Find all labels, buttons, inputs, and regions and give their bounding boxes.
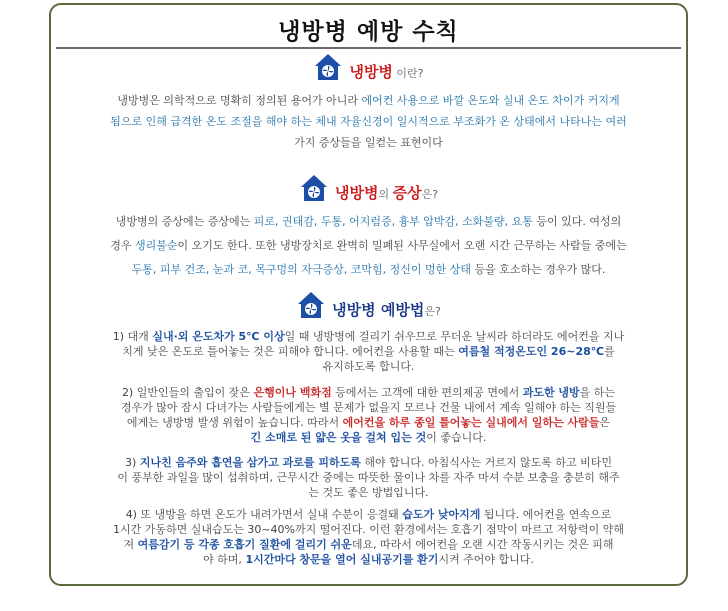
item2-b: 은행이나 백화점 bbox=[253, 386, 332, 399]
item1-c: 일 때 냉방병에 걸리기 쉬우므로 무더운 날씨라 하더라도 에어컨을 지나 bbox=[284, 330, 625, 343]
item2-k: 이 좋습니다. bbox=[426, 431, 487, 444]
house-fan-icon bbox=[313, 52, 343, 82]
sym-line2-c: 이 오기도 한다. 또한 냉방장치로 완벽히 밀폐된 사무실에서 오랜 시간 근무하는 사람들 중에는 bbox=[177, 239, 627, 252]
what-line2: 됨으로 인해 급격한 온도 조절을 해야 하는 체내 자율신경이 일시적으로 부조화가 온 상태에서 나타나는 여러 bbox=[110, 115, 627, 128]
what-line1-b: 에어컨 사용으로 바깥 온도와 실내 온도 차이가 커지게 bbox=[361, 94, 620, 107]
section-symptoms-mid: 의 bbox=[378, 188, 393, 201]
sym-line1-b: 피로, 권태감, 두통, 어지럼증, 흉부 압박감, 소화불량, 요통 bbox=[253, 215, 533, 228]
item2-a: 2) 일반인들의 출입이 잦은 bbox=[121, 386, 254, 399]
prevention-item-4 bbox=[61, 507, 676, 567]
item4-f: 여름감기 등 각종 호흡기 질환에 걸리기 쉬운 bbox=[137, 538, 352, 551]
page-title: 냉방병 예방 수칙 bbox=[278, 19, 459, 45]
item2-f: 경우가 많아 잠시 다녀가는 사람들에게는 별 문제가 없을지 모르나 건물 내에서 계속 일해야 하는 직원들 bbox=[120, 401, 617, 414]
sym-line3-a: 두통, 피부 건조, 눈과 코, 목구멍의 자극증상, 코막힘, 정신이 멍한 상태 bbox=[131, 263, 471, 276]
section-what-title: 냉방병 bbox=[349, 63, 393, 81]
item1-a: 1) 대개 bbox=[112, 330, 153, 343]
item4-g: 데요, 따라서 에어컨을 오랜 시간 작동시키는 것은 피해 bbox=[351, 538, 614, 551]
section-prevention-suffix: 은? bbox=[424, 305, 441, 318]
section-prevention-title: 냉방병 bbox=[332, 301, 381, 319]
item4-c: 됩니다. 에어컨을 연속으로 bbox=[480, 508, 612, 521]
section-what-suffix: 이란? bbox=[392, 67, 424, 80]
section-symptoms-keyword: 증상 bbox=[392, 184, 422, 202]
item4-b: 습도가 낮아지게 bbox=[402, 508, 481, 521]
item3-c: 해야 합니다. 아침식사는 거르지 않도록 하고 비타민 bbox=[360, 456, 612, 469]
item3-a: 3) bbox=[125, 456, 140, 469]
content-frame bbox=[49, 3, 688, 586]
section-symptoms-heading bbox=[51, 173, 686, 203]
item2-d: 과도한 냉방 bbox=[522, 386, 580, 399]
item2-e: 을 하는 bbox=[579, 386, 616, 399]
item3-b: 지나친 음주와 흡연을 삼가고 과로를 피하도록 bbox=[139, 456, 361, 469]
item2-i: 은 bbox=[599, 416, 611, 429]
section-symptoms-suffix: 은? bbox=[421, 188, 439, 201]
section-symptoms-text bbox=[61, 210, 676, 282]
item1-b: 실내·외 온도차가 5℃ 이상 bbox=[152, 330, 285, 343]
sym-line3-b: 등을 호소하는 경우가 많다. bbox=[470, 263, 606, 276]
sym-line2-b: 생리불순 bbox=[134, 239, 178, 252]
item2-c: 등에서는 고객에 대한 편의제공 면에서 bbox=[331, 386, 523, 399]
item2-h: 에어컨을 하루 종일 틀어놓는 실내에서 일하는 사람들 bbox=[342, 416, 600, 429]
item4-e: 져 bbox=[123, 538, 138, 551]
item1-d: 치게 낮은 온도로 틀어놓는 것은 피해야 합니다. 에어컨을 사용할 때는 bbox=[122, 345, 459, 358]
item4-i: 1시간마다 창문을 열어 실내공기를 환기 bbox=[245, 553, 439, 566]
what-line1-a: 냉방병은 의학적으로 명확히 정의된 용어가 아니라 bbox=[117, 94, 362, 107]
section-what-text bbox=[61, 90, 676, 153]
sym-line1-c: 등이 있다. 여성의 bbox=[532, 215, 622, 228]
item1-f: 를 bbox=[604, 345, 615, 358]
sym-line1-a: 냉방병의 증상에는 증상에는 bbox=[115, 215, 254, 228]
sym-line2-a: 경우 bbox=[110, 239, 135, 252]
item4-a: 4) 또 냉방을 하면 온도가 내려가면서 실내 수분이 응결돼 bbox=[125, 508, 403, 521]
section-what-heading bbox=[51, 52, 686, 82]
item1-g: 유지하도록 합니다. bbox=[322, 360, 415, 373]
section-symptoms-title: 냉방병 bbox=[334, 184, 379, 202]
item4-d: 1시간 가동하면 실내습도는 30~40%까지 떨어진다. 이런 환경에서는 호흡기 점막이 마르고 저항력이 약해 bbox=[112, 523, 625, 536]
item4-j: 시켜 주어야 합니다. bbox=[438, 553, 534, 566]
section-prevention-keyword: 예방법 bbox=[380, 301, 425, 319]
item4-h: 야 하며, bbox=[203, 553, 246, 566]
what-line3: 가지 증상들을 일컫는 표현이다 bbox=[294, 136, 443, 149]
section-prevention-heading bbox=[51, 290, 686, 320]
prevention-item-1 bbox=[61, 329, 676, 374]
item2-j: 긴 소매로 된 얇은 옷을 걸쳐 입는 것 bbox=[250, 431, 427, 444]
prevention-item-3 bbox=[61, 455, 676, 500]
house-fan-icon bbox=[299, 173, 329, 203]
item3-e: 는 것도 좋은 방법입니다. bbox=[308, 486, 429, 499]
item1-e: 여름철 적정온도인 26~28℃ bbox=[458, 345, 605, 358]
title-divider bbox=[56, 47, 681, 49]
prevention-item-2 bbox=[61, 385, 676, 445]
item2-g: 에게는 냉방병 발생 위험이 높습니다. 따라서 bbox=[126, 416, 343, 429]
item3-d: 이 풍부한 과일을 많이 섭취하며, 근무시간 중에는 따뜻한 물이나 차를 자주 마셔 수분 보충을 충분히 해주 bbox=[117, 471, 620, 484]
house-fan-icon bbox=[296, 290, 326, 320]
